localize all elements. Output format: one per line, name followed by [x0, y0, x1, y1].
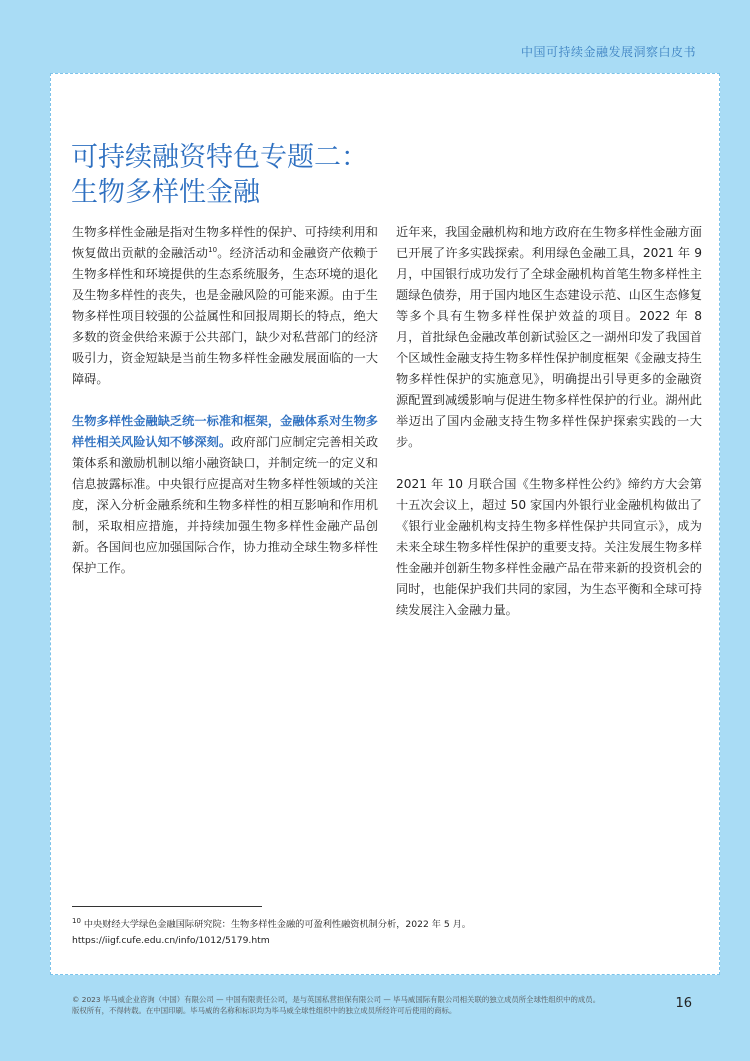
highlight-text: 生物多样性金融缺乏统一标准和框架，金融体系对生物多样性相关风险认知不够深刻。 [72, 414, 378, 449]
paragraph [72, 222, 378, 390]
copyright-footer [72, 994, 642, 1016]
footnote-text: 中央财经大学绿色金融国际研究院：生物多样性金融的可盈利性融资机制分析，2022 年 5 月。 [83, 919, 471, 930]
footnote-ref: 10 [208, 245, 218, 254]
copyright-line-2: 版权所有，不得转载。在中国印刷。毕马威的名称和标识均为毕马威全球性组织中的独立成员所经许可后使用的商标。 [72, 1006, 457, 1015]
footnote-divider [72, 906, 262, 907]
paragraph-text: 。经济活动和金融资产依赖于生物多样性和环境提供的生态系统服务，生态环境的退化及生物多样性的丧失，也是金融风险的可能来源。由于生物多样性项目较强的公益属性和回报周期长的特点，绝大多数的资金供给来源于公共部门，缺少对私营部门的经济吸引力，资金短缺是当前生物多样性金融发展面临的一大障碍。 [72, 246, 379, 386]
paragraph: 2021 年 10 月联合国《生物多样性公约》缔约方大会第十五次会议上，超过 50 家国内外银行业金融机构做出了《银行业金融机构支持生物多样性保护共同宣示》，成为未来全球生物多样性保护的重要支持。关注发展生物多样性金融并创新生物多样性金融产品在带来新的投资机会的同时，也能保护我们共同的家园，为生态平衡和全球可持续发展注入金融力量。 [396, 477, 702, 617]
paragraph-text: 政府部门应制定完善相关政策体系和激励机制以缩小融资缺口，并制定统一的定义和信息披露标准。中央银行应提高对生物多样性领域的关注度，深入分析金融系统和生物多样性的相互影响和作用机制，采取相应措施，并持续加强生物多样性金融产品创新。各国间也应加强国际合作，协力推动全球生物多样性保护工作。 [72, 435, 379, 575]
footnote [72, 917, 652, 949]
page-title [71, 140, 491, 210]
title-line-2: 生物多样性金融 [71, 177, 260, 208]
left-column [72, 222, 378, 600]
paragraph-text: 生物多样性金融是指对生物多样性的保护、可持续利用和恢复做出贡献的金融活动 [72, 225, 378, 260]
right-column [396, 222, 702, 642]
paragraph [72, 411, 378, 579]
footnote-number: 10 [72, 916, 81, 925]
copyright-line-1: © 2023 毕马威企业咨询（中国）有限公司 — 中国有限责任公司，是与英国私营担保有限公司 — 毕马威国际有限公司相关联的独立成员所全球性组织中的成员。 [72, 995, 601, 1004]
title-line-1: 可持续融资特色专题二： [71, 142, 368, 173]
running-header: 中国可持续金融发展洞察白皮书 [520, 45, 696, 59]
page-number: 16 [675, 996, 692, 1011]
paragraph: 近年来，我国金融机构和地方政府在生物多样性金融方面已开展了许多实践探索。利用绿色金融工具，2021 年 9 月，中国银行成功发行了全球金融机构首笔生物多样性主题绿色债券，用于国内地区生态建设示范、山区生态修复等多个具有生物多样性保护效益的项目。2022 年 8 月，首批绿色金融改革创新试验区之一湖州印发了我国首个区域性金融支持生物多样性保护制度框架《金融支持生物多样性保护的实施意见》，明确提出引导更多的金融资源配置到减缓影响与促进生物多样性保护的行业。湖州此举迈出了国内金融支持生物多样性保护探索实践的一大步。 [396, 225, 702, 449]
footnote-url[interactable]: https://iigf.cufe.edu.cn/info/1012/5179.htm [72, 935, 270, 946]
